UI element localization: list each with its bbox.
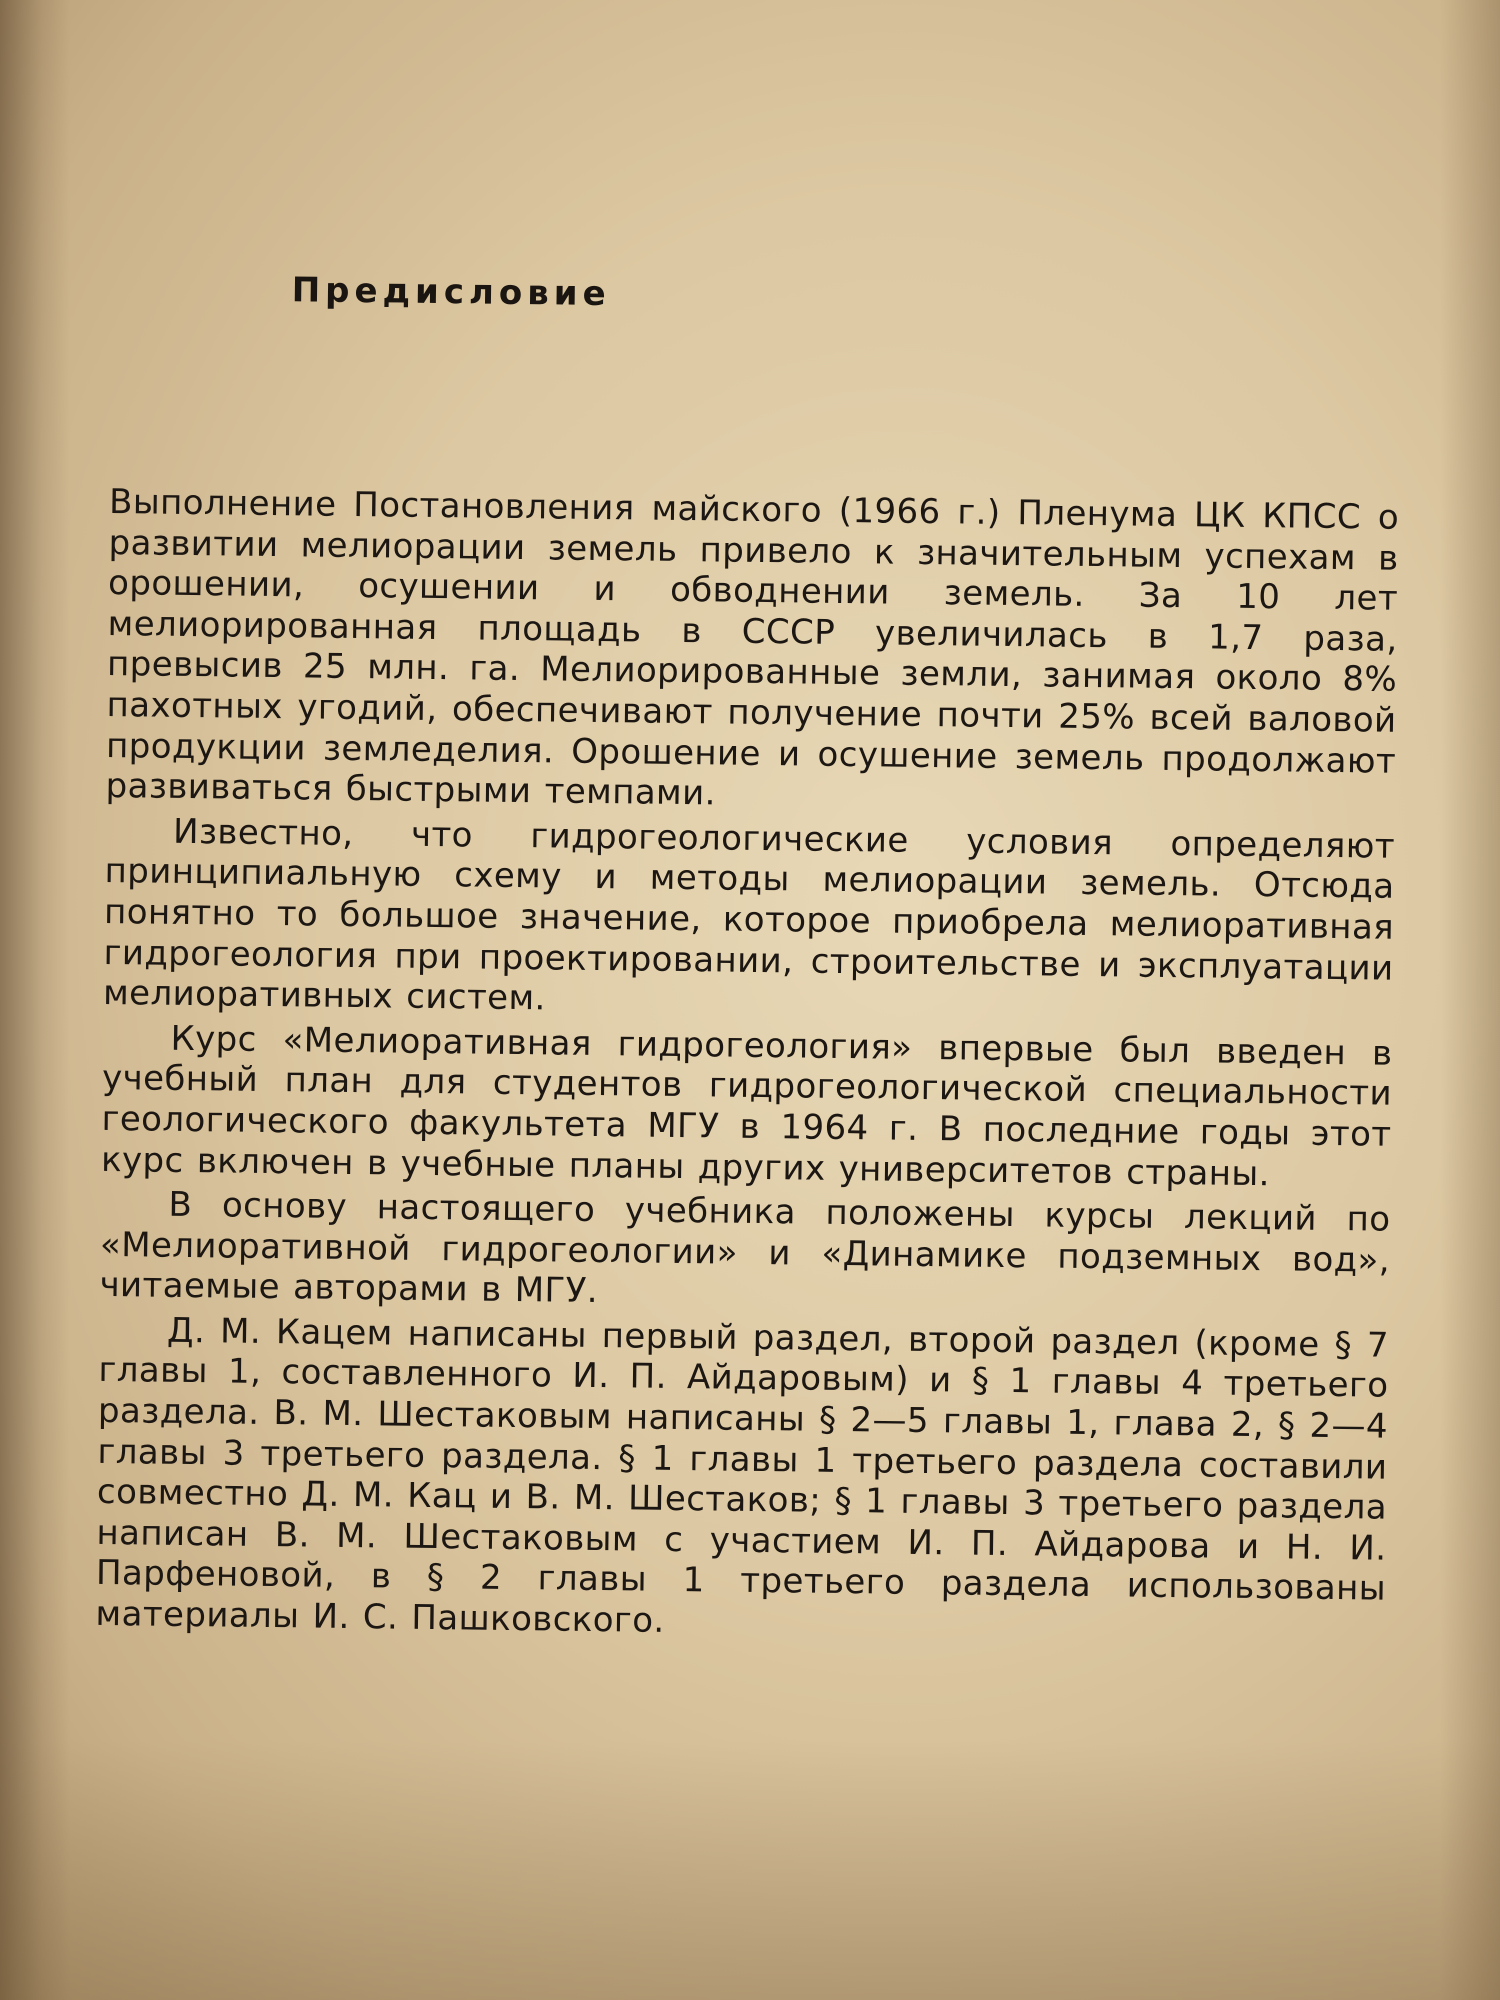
- paragraph-2: Известно, что гидрогеологические условия определяют принципиальную схему и методы мелиорации земель. Отсюда понятно то большое значение, которое приобрела мелиоративная гидрогеология при проектировании, строительстве и эксплуатации мелиоративных систем.: [102, 811, 1396, 1019]
- page-content: [95, 268, 1402, 1654]
- page-heading: Предисловие: [291, 270, 611, 315]
- paragraph-3: Курс «Мелиоративная гидрогеология» впервые был введен в учебный план для студентов гидрогеологической специальности геологического факультета МГУ в 1964 г. В последние годы этот курс включен в учебные планы других университетов страны.: [100, 1018, 1393, 1194]
- paragraph-1: Выполнение Постановления майского (1966 г.) Пленума ЦК КПСС о развитии мелиорации земель привело к значительным успехам в орошении, осушении и обводнении земель. За 10 лет мелиорированная площадь в СССР увеличилась в 1,7 раза, превысив 25 млн. га. Мелиорированные земли, занимая около 8% пахотных угодий, обеспечивают получение почти 25% всей валовой продукции земледелия. Орошение и осушение земель продолжают развиваться быстрыми темпами.: [105, 481, 1400, 814]
- paragraph-4: В основу настоящего учебника положены курсы лекций по «Мелиоративной гидрогеологии» и «Динамике подземных вод», читаемые авторами в МГУ.: [99, 1184, 1391, 1312]
- page-edge-shadow: [1440, 0, 1500, 2000]
- binding-gutter-shadow: [0, 0, 70, 2000]
- page-bottom-shadow: [0, 1740, 1500, 2000]
- paragraph-5: Д. М. Кацем написаны первый раздел, второй раздел (кроме § 7 главы 1, составленного И. П. Айдаровым) и § 1 главы 4 третьего раздела. В. М. Шестаковым написаны § 2—5 главы 1, глава 2, § 2—4 главы 3 третьего раздела. § 1 главы 1 третьего раздела составили совместно Д. М. Кац и В. М. Шестаков; § 1 главы 3 третьего раздела написан В. М. Шестаковым с участием И. П. Айдарова и Н. И. Парфеновой, в § 2 главы 1 третьего раздела использованы материалы И. С. Пашковского.: [95, 1310, 1390, 1641]
